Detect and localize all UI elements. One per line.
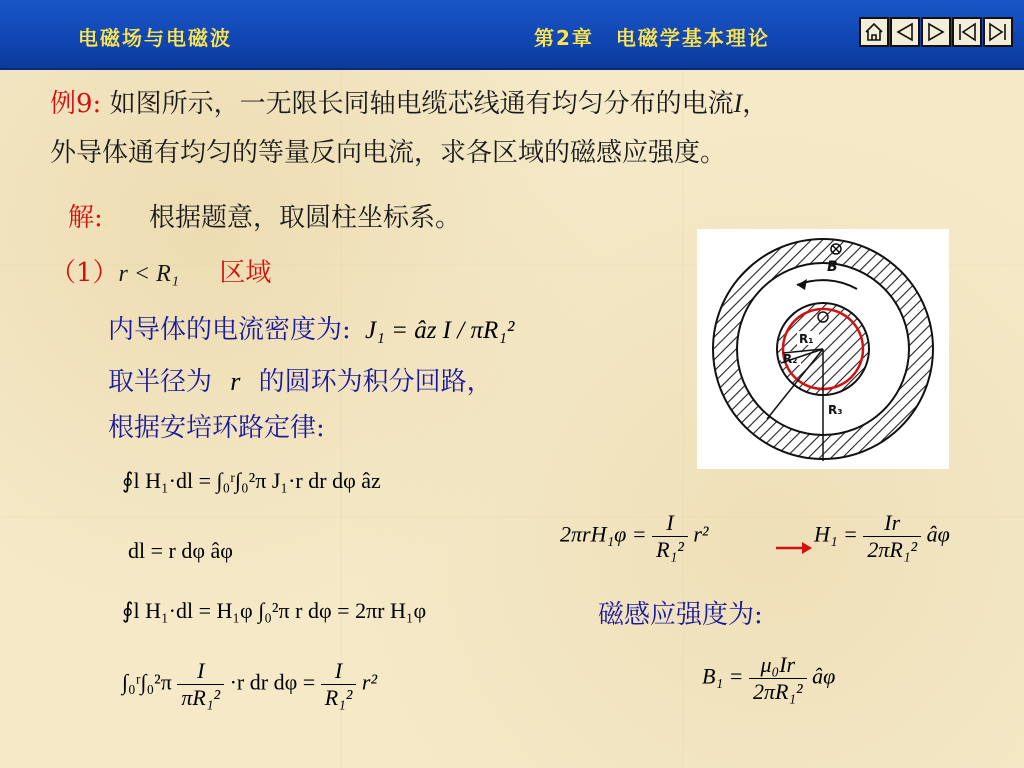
eq7-lhs: B₁ =	[702, 663, 744, 689]
eq6-lhs: H₁ =	[814, 521, 858, 547]
density-line	[108, 315, 514, 346]
prev-icon[interactable]	[890, 17, 920, 47]
equation-6	[814, 510, 950, 563]
eq4-integral: ∫₀ʳ∫₀²π	[122, 669, 172, 695]
result-arrow-icon	[776, 541, 812, 555]
equation-2: dl = r dφ âφ	[128, 538, 234, 563]
equation-7	[702, 652, 835, 705]
problem-label: 例9:	[50, 89, 102, 119]
b-field-label: 磁感应强度为:	[598, 600, 763, 630]
eq7-num: μ₀Ir	[760, 652, 796, 677]
eq5-lhs: 2πrH₁φ =	[560, 521, 647, 547]
solution-label: 解:	[68, 203, 103, 233]
eq6-fraction	[863, 510, 921, 563]
course-title: 电磁场与电磁波	[78, 26, 232, 50]
problem-line-1	[50, 88, 768, 120]
eq6-end: âφ	[926, 521, 950, 547]
eq4-den-2: R₁²	[321, 684, 357, 711]
case-1-condition: r < R₁	[118, 261, 180, 287]
label-r2: R₂	[783, 352, 798, 366]
chapter-title: 第2章 电磁学基本理论	[534, 26, 770, 50]
label-r3: R₃	[828, 403, 843, 417]
case-1-region: 区域	[219, 258, 272, 288]
problem-line-2: 外导体通有均匀的等量反向电流，求各区域的磁感应强度。	[50, 138, 727, 168]
eq4-fraction-2	[321, 658, 357, 711]
problem-comma: ，	[742, 89, 769, 119]
equation-5	[560, 510, 709, 563]
eq4-middle: ·r dr dφ =	[229, 669, 316, 695]
case-1-heading	[50, 258, 271, 289]
eq4-num-2: I	[334, 658, 343, 683]
radius-text-a: 取半径为	[108, 367, 213, 397]
current-var: I	[733, 89, 743, 118]
equation-4	[122, 658, 377, 711]
eq6-den: 2πR₁²	[863, 536, 921, 563]
eq4-num-1: I	[197, 658, 205, 683]
ampere-line: 根据安培环路定律:	[108, 413, 325, 443]
eq7-den: 2πR₁²	[749, 678, 807, 705]
next-icon[interactable]	[921, 17, 951, 47]
header-bar	[0, 0, 1024, 70]
eq4-end: r²	[361, 669, 378, 695]
label-b: B	[827, 259, 838, 275]
solution-line	[68, 203, 461, 234]
radius-line	[108, 366, 493, 398]
last-icon[interactable]	[983, 17, 1013, 47]
first-icon[interactable]	[952, 17, 982, 47]
eq6-num: Ir	[884, 510, 901, 535]
eq7-end: âφ	[812, 663, 836, 689]
density-label: 内导体的电流密度为:	[108, 315, 351, 345]
case-1-prefix: （1）	[50, 258, 119, 288]
nav-buttons	[859, 17, 1014, 47]
eq7-fraction	[749, 652, 807, 705]
equation-1: ∮l H₁·dl = ∫₀ʳ∫₀²π J₁·r dr dφ âz	[122, 468, 381, 493]
equation-3: ∮l H₁·dl = H₁φ ∫₀²π r dφ = 2πr H₁φ	[122, 598, 427, 623]
problem-text-1: 如图所示，一无限长同轴电缆芯线通有均匀分布的电流	[109, 89, 734, 119]
radius-text-b: 的圆环为积分回路，	[258, 367, 493, 397]
eq4-fraction-1	[177, 658, 224, 711]
home-icon[interactable]	[859, 17, 889, 47]
eq5-den: R₁²	[652, 536, 688, 563]
density-formula: J₁ = âz I / πR₁²	[365, 317, 515, 344]
eq4-den-1: πR₁²	[177, 684, 224, 711]
eq5-fraction	[652, 510, 688, 563]
solution-intro: 根据题意，取圆柱坐标系。	[149, 203, 462, 233]
eq5-num: I	[666, 510, 674, 535]
coaxial-cable-figure	[697, 229, 949, 469]
label-r1: R₁	[799, 332, 814, 346]
radius-var: r	[230, 367, 241, 396]
eq5-end: r²	[693, 521, 709, 547]
